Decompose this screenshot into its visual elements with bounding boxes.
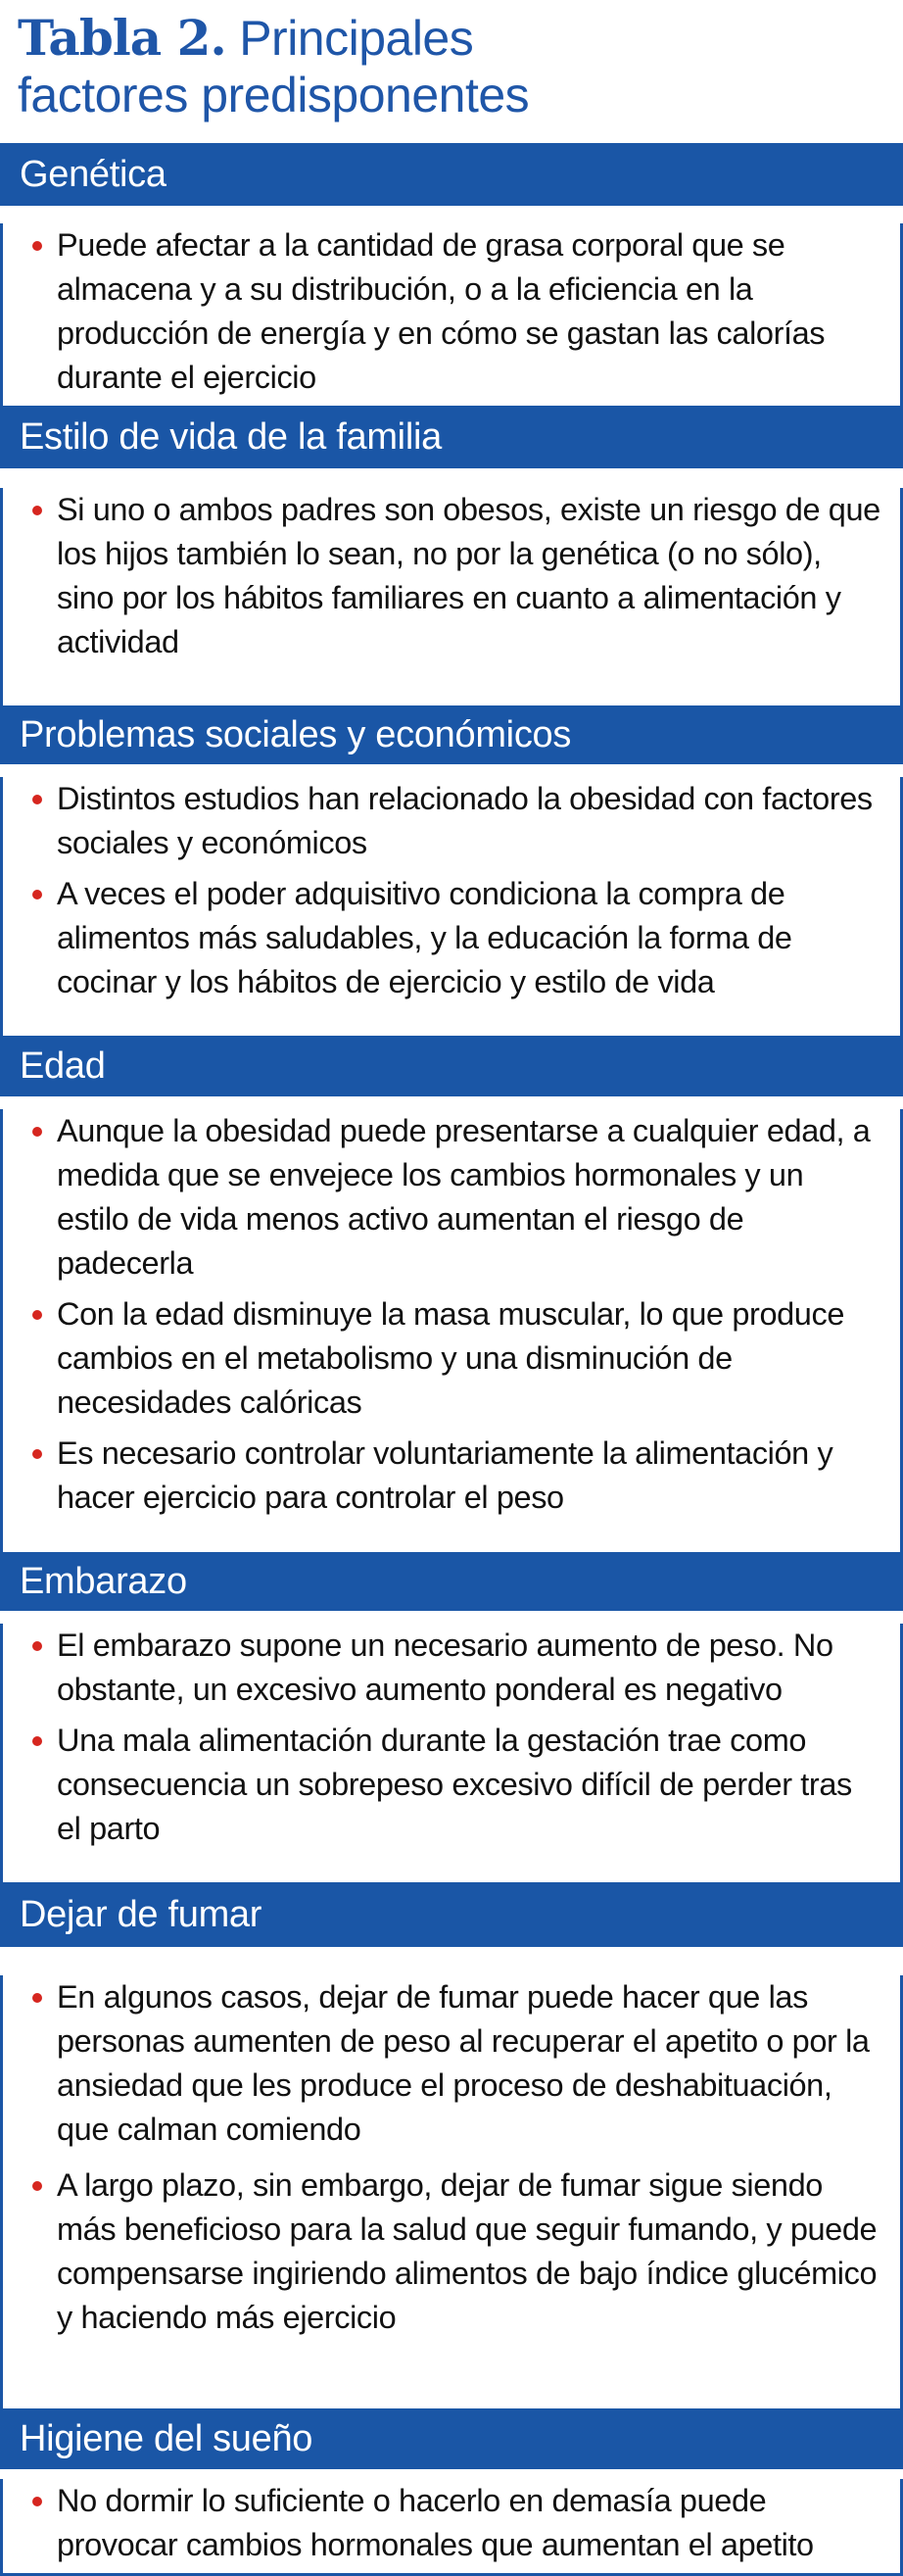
section-header: Embarazo <box>0 1552 903 1611</box>
bullet-dot-icon <box>32 1449 42 1459</box>
bullet-dot-icon <box>32 1993 42 2003</box>
section-header: Higiene del sueño <box>0 2408 903 2469</box>
section-header: Dejar de fumar <box>0 1882 903 1947</box>
bullet-item <box>26 872 882 1004</box>
bullet-text: Distintos estudios han relacionado la obesidad con factores sociales y económicos <box>57 781 873 860</box>
title-line-1 <box>18 10 903 67</box>
section-body <box>0 1975 903 2408</box>
bullet-item <box>26 2479 882 2567</box>
bullet-dot-icon <box>32 506 42 515</box>
section-body <box>0 2479 903 2573</box>
bullet-dot-icon <box>32 1736 42 1746</box>
title-text-line-2: factores predisponentes <box>18 68 530 122</box>
bullet-dot-icon <box>32 241 42 251</box>
title-text-line-1: Principales <box>239 11 474 66</box>
bullet-dot-icon <box>32 1127 42 1137</box>
bullet-text: Es necesario controlar voluntariamente la alimentación y hacer ejercicio para controlar el peso <box>57 1435 833 1515</box>
bullet-item <box>26 2163 882 2340</box>
factors-table <box>0 143 903 2573</box>
bullet-dot-icon <box>32 2497 42 2506</box>
section-header: Problemas sociales y económicos <box>0 705 903 764</box>
section-body <box>0 223 903 406</box>
bullet-item <box>26 1432 882 1520</box>
section-body <box>0 1109 903 1552</box>
bullet-dot-icon <box>32 1641 42 1651</box>
bullet-text: No dormir lo suficiente o hacerlo en demasía puede provocar cambios hormonales que aumentan el apetito <box>57 2483 814 2562</box>
bullet-text: En algunos casos, dejar de fumar puede hacer que las personas aumenten de peso al recuperar el apetito o por la ansiedad que les produce el proceso de deshabituación, que calman comiendo <box>57 1979 870 2147</box>
bullet-text: Si uno o ambos padres son obesos, existe un riesgo de que los hijos también lo sean, no por la genética (o no sólo), sino por los hábitos familiares en cuanto a alimentación y actividad <box>57 492 880 659</box>
bullet-dot-icon <box>32 1310 42 1320</box>
bullet-text: A largo plazo, sin embargo, dejar de fumar sigue siendo más beneficioso para la salud que seguir fumando, y puede compensarse ingiriendo alimentos de bajo índice glucémico y haciendo más ejercicio <box>57 2167 878 2335</box>
bullet-dot-icon <box>32 795 42 804</box>
section-body <box>0 1624 903 1882</box>
bullet-item <box>26 777 882 865</box>
title-line-2 <box>18 67 903 123</box>
bullet-item <box>26 1975 882 2152</box>
bullet-item <box>26 1109 882 1286</box>
bullet-text: Una mala alimentación durante la gestación trae como consecuencia un sobrepeso excesivo difícil de perder tras el parto <box>57 1723 852 1846</box>
bullet-text: Puede afectar a la cantidad de grasa corporal que se almacena y a su distribución, o a la eficiencia en la producción de energía y en cómo se gastan las calorías durante el ejercicio <box>57 227 826 395</box>
bullet-item <box>26 1292 882 1425</box>
bullet-item <box>26 488 882 664</box>
bullet-dot-icon <box>32 890 42 899</box>
section-header: Edad <box>0 1036 903 1096</box>
section-header: Genética <box>0 143 903 206</box>
table-title <box>0 0 903 143</box>
bullet-text: El embarazo supone un necesario aumento de peso. No obstante, un excesivo aumento ponderal es negativo <box>57 1628 833 1707</box>
bullet-item <box>26 223 882 400</box>
bullet-text: A veces el poder adquisitivo condiciona la compra de alimentos más saludables, y la educación la forma de cocinar y los hábitos de ejercicio y estilo de vida <box>57 876 792 999</box>
section-body <box>0 488 903 705</box>
section-body <box>0 777 903 1036</box>
table-number-label: Tabla 2. <box>18 9 226 67</box>
bullet-item <box>26 1624 882 1712</box>
section-header: Estilo de vida de la familia <box>0 406 903 468</box>
bullet-text: Aunque la obesidad puede presentarse a cualquier edad, a medida que se envejece los cambios hormonales y un estilo de vida menos activo aumentan el riesgo de padecerla <box>57 1113 871 1281</box>
bullet-item <box>26 1719 882 1851</box>
bullet-dot-icon <box>32 2181 42 2191</box>
bullet-text: Con la edad disminuye la masa muscular, lo que produce cambios en el metabolismo y una disminución de necesidades calóricas <box>57 1296 845 1420</box>
